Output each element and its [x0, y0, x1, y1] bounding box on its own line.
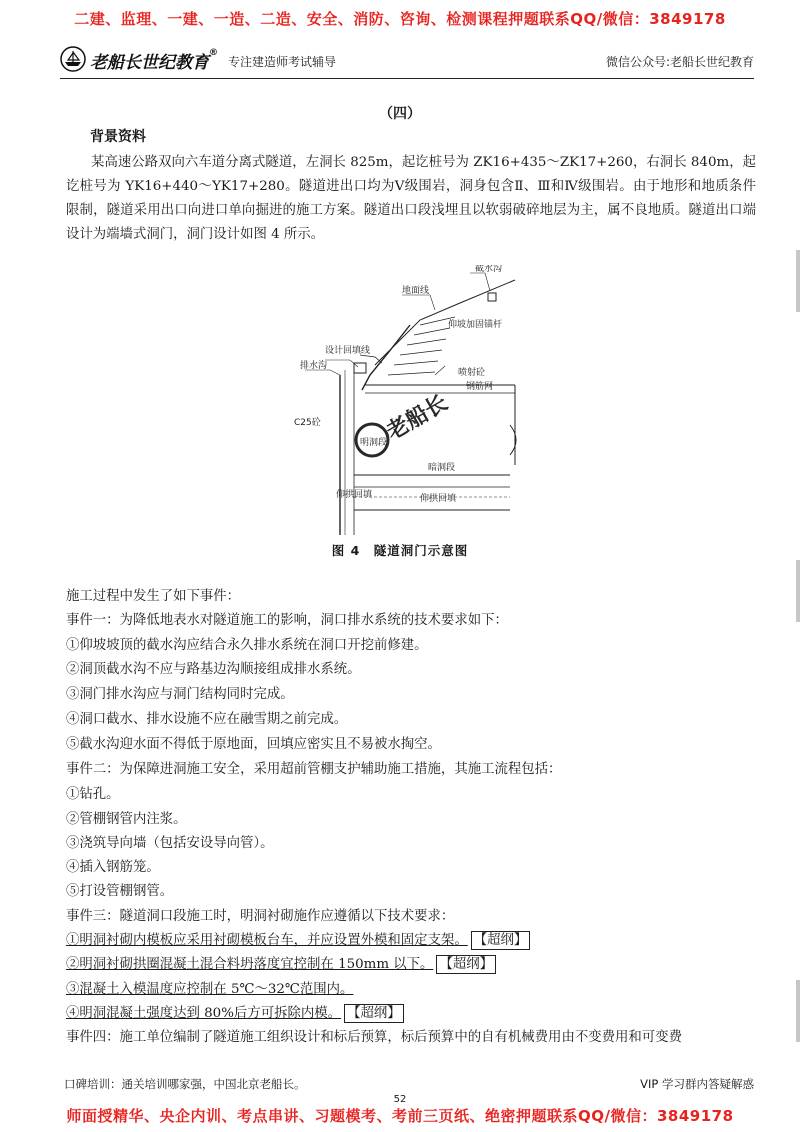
- event3-item: ③混凝土入模温度应控制在 5℃～32℃范围内。: [66, 982, 354, 997]
- event3-item: ①明洞衬砌内模板应采用衬砌模板台车，并应设置外模和固定支架。 【超纲】: [66, 929, 530, 953]
- event3-title: 事件三：隧道洞口段施工时，明洞衬砌施作应遵循以下技术要求：: [66, 909, 455, 924]
- label-intercept-ditch: 截水沟: [475, 265, 503, 274]
- label-slope-anchor: 仰坡加固锚杆: [448, 320, 503, 330]
- event2-item: ②管棚钢管内注浆。: [66, 812, 187, 827]
- label-dark-tunnel: 暗洞段: [428, 463, 456, 473]
- scan-edge-mark: [796, 980, 800, 1042]
- svg-text:老船长: 老船长: [382, 390, 453, 446]
- label-ground-line: 地面线: [402, 286, 430, 296]
- events-intro: 施工过程中发生了如下事件：: [66, 589, 241, 604]
- event2-item: ①钻孔。: [66, 787, 120, 802]
- event2-item: ④插入钢筋笼。: [66, 860, 160, 875]
- label-mesh: 钢筋网: [466, 382, 494, 392]
- out-of-syllabus-tag: 【超纲】: [471, 931, 531, 950]
- event2-item: ③浇筑导向墙（包括安设导向管）。: [66, 836, 274, 851]
- event1-item: ①仰坡坡顶的截水沟应结合永久排水系统在洞口开挖前修建。: [66, 638, 428, 653]
- background-label: 背景资料: [90, 129, 146, 145]
- event4-text: 事件四：施工单位编制了隧道施工组织设计和标后预算，标后预算中的自有机械费用由不变费用和可变费: [66, 1030, 682, 1045]
- scan-edge-mark: [796, 560, 800, 622]
- label-backfill-line: 设计回填线: [325, 346, 371, 356]
- event1-item: ④洞口截水、排水设施不应在融雪期之前完成。: [66, 712, 348, 727]
- header-slogan: 专注建造师考试辅导: [228, 55, 337, 69]
- label-invert-fill-right: 仰拱回填: [420, 494, 457, 504]
- out-of-syllabus-tag: 【超纲】: [344, 1004, 404, 1023]
- label-shotcrete: 喷射砼: [458, 368, 486, 378]
- event3-item: ④明洞混凝土强度达到 80%后方可拆除内模。 【超纲】: [66, 1002, 404, 1026]
- page-header: [60, 44, 754, 79]
- footer-left: 口碑培训：通关培训哪家强，中国北京老船长。: [64, 1077, 306, 1091]
- event2-title: 事件二：为保障进洞施工安全，采用超前管棚支护辅助施工措施，其施工流程包括：: [66, 762, 562, 777]
- event1-item: ②洞顶截水沟不应与路基边沟顺接组成排水系统。: [66, 662, 361, 677]
- out-of-syllabus-tag: 【超纲】: [436, 955, 496, 974]
- scan-edge-mark: [796, 250, 800, 312]
- event2-item: ⑤打设管棚钢管。: [66, 884, 174, 899]
- label-open-tunnel: 明洞段: [360, 438, 388, 448]
- header-wechat: 微信公众号:老船长世纪教育: [605, 55, 754, 69]
- background-paragraph: 某高速公路双向六车道分离式隧道，左洞长 825m，起讫桩号为 ZK16+435～ZK17+260，右洞长 840m，起讫桩号为 YK16+440～YK17+280。隧道进出口均为Ⅴ级围岩，洞身包含Ⅱ、Ⅲ和Ⅳ级围岩。由于地形和地质条件限制，隧道采用出口向进口单向掘进的施工方案。隧道出口段浅埋且以软弱破碎地层为主，属不良地质。隧道出口端设计为端墙式洞门，洞门设计如图 4 所示。: [66, 155, 756, 242]
- section-number: （四）: [379, 106, 421, 122]
- figure-caption: 图 4 隧道洞门示意图: [331, 543, 469, 558]
- label-drain-ditch: 排水沟: [300, 361, 328, 371]
- label-invert-fill-left: 仰拱回填: [336, 490, 373, 500]
- logo-text: 老船长世纪教育®: [90, 48, 218, 73]
- event1-item: ⑤截水沟迎水面不得低于原地面，回填应密实且不易被水掏空。: [66, 737, 441, 752]
- page-number: 52: [393, 1094, 407, 1105]
- ship-logo-icon: [60, 46, 86, 72]
- label-c25: C25砼: [294, 418, 321, 428]
- footer-right: VIP 学习群内答疑解惑: [640, 1077, 754, 1091]
- event1-title: 事件一：为降低地表水对隧道施工的影响，洞口排水系统的技术要求如下：: [66, 613, 508, 628]
- tunnel-portal-figure: [270, 265, 530, 540]
- event1-item: ③洞门排水沟应与洞门结构同时完成。: [66, 687, 294, 702]
- event3-item: ②明洞衬砌拱圈混凝土混合料坍落度宜控制在 150mm 以下。 【超纲】: [66, 953, 496, 977]
- top-banner: 二建、监理、一建、一造、二造、安全、消防、咨询、检测课程押题联系QQ/微信：3849178: [74, 10, 726, 28]
- bottom-banner: 师面授精华、央企内训、考点串讲、习题模考、考前三页纸、绝密押题联系QQ/微信：3849178: [66, 1107, 734, 1125]
